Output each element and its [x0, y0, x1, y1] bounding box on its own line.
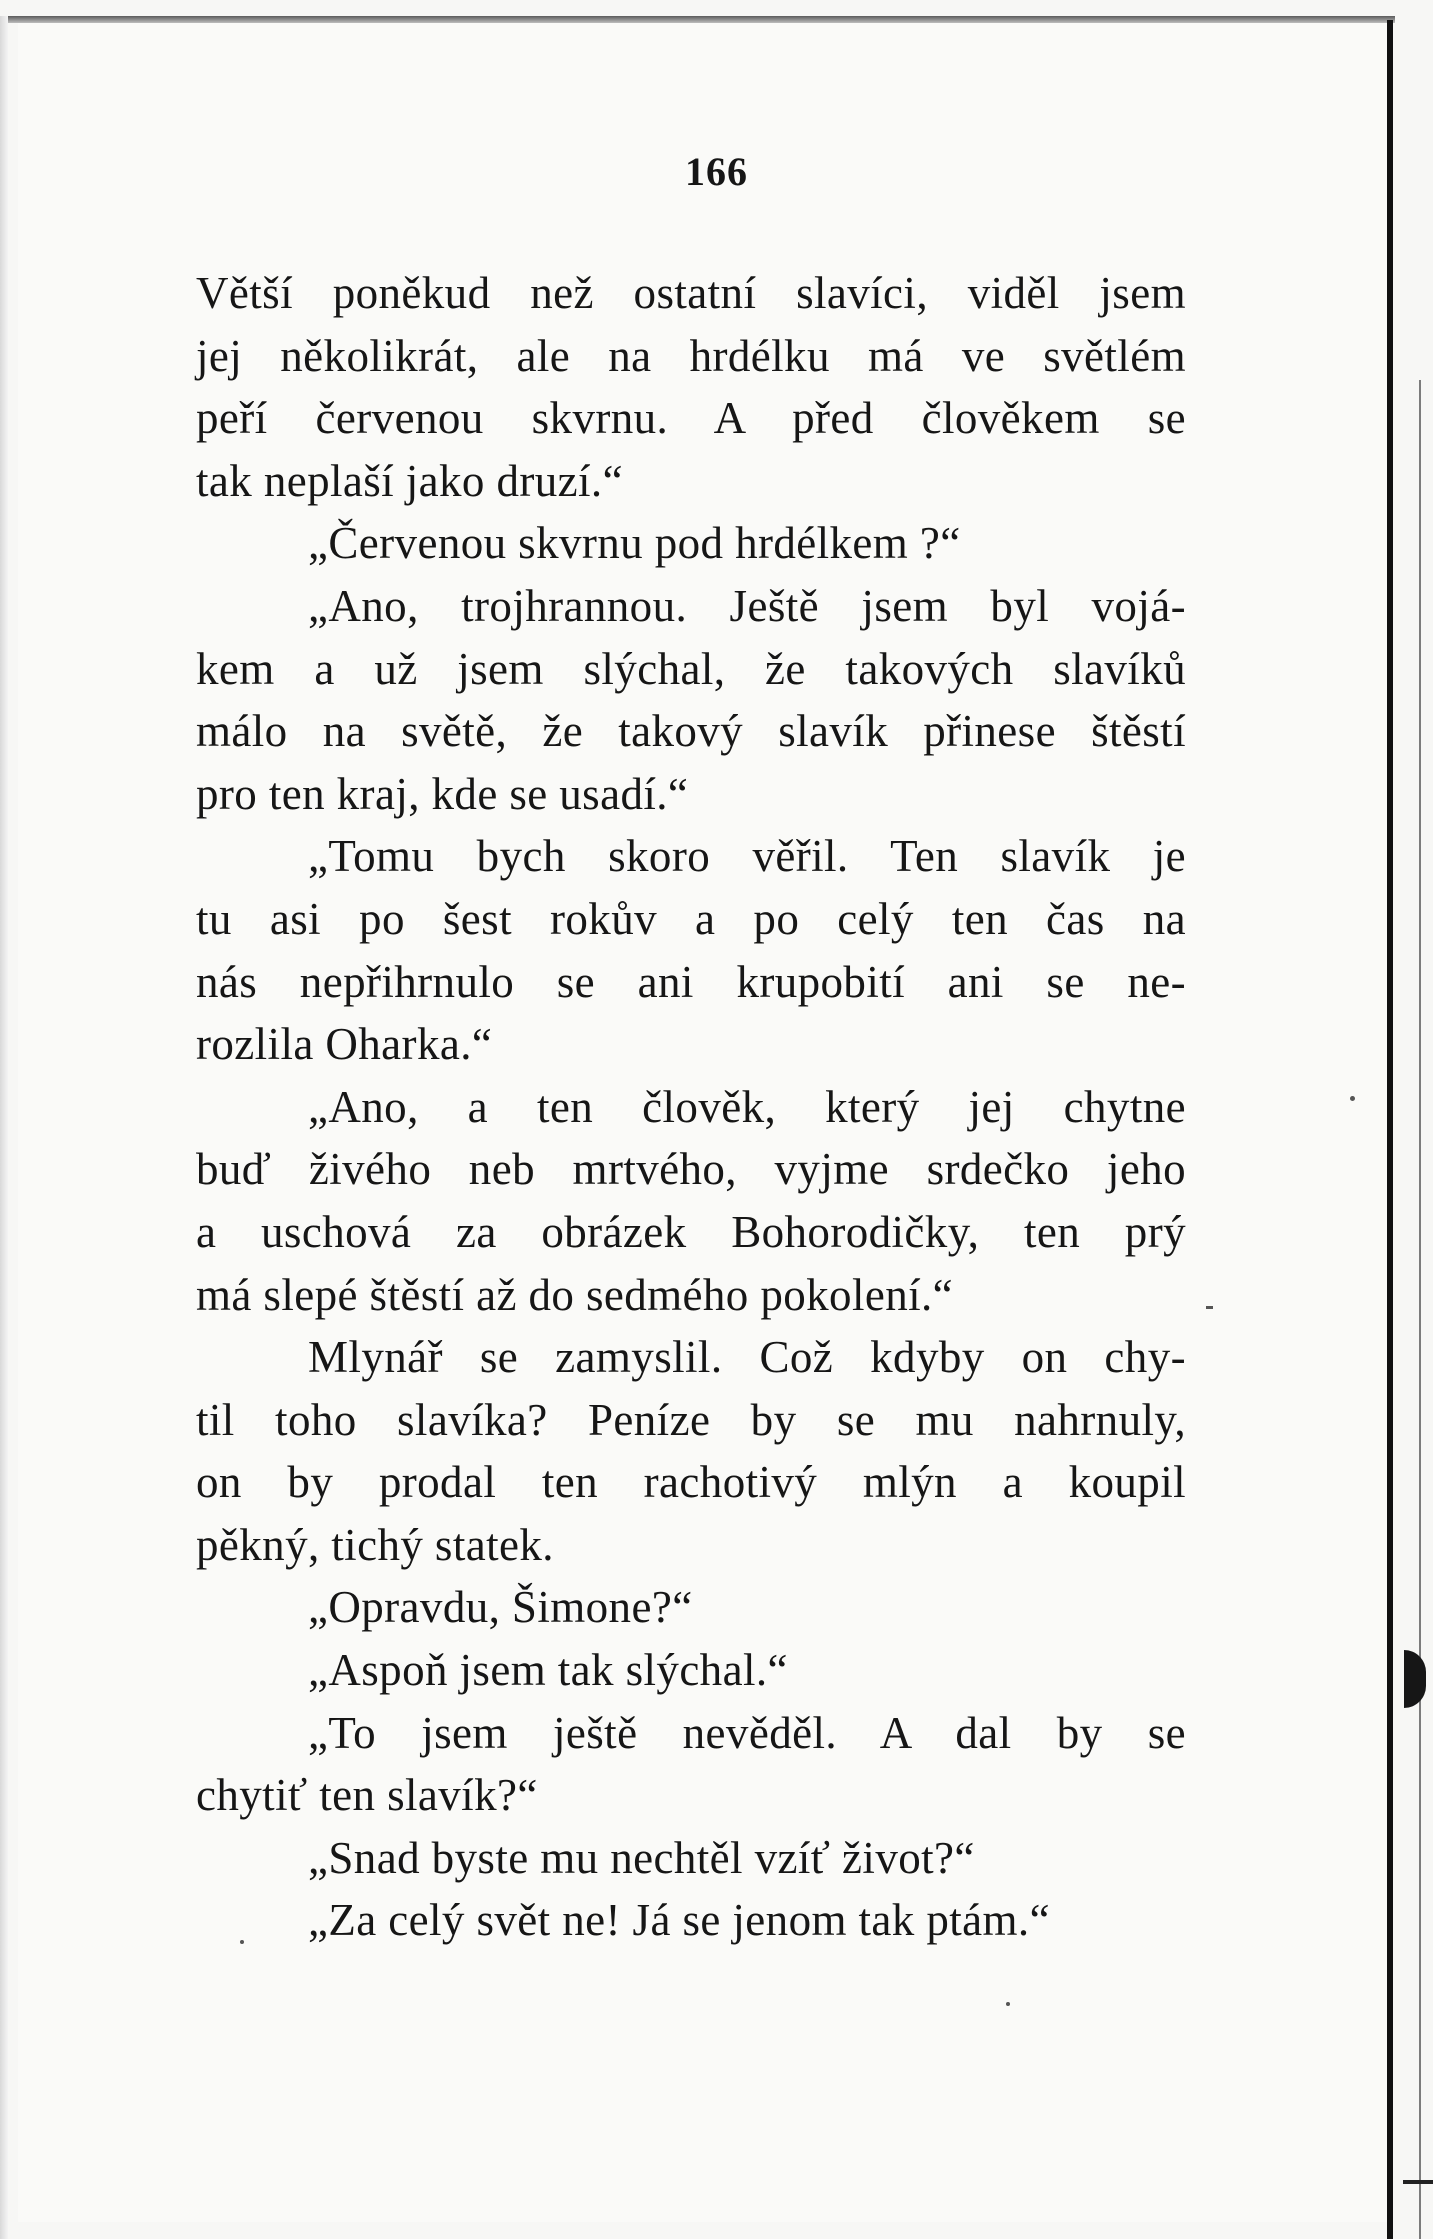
text-line: chytiť ten slavík?“ — [196, 1770, 538, 1821]
text-line: málo na světě, že takový slavík přinese štěstí — [196, 706, 1186, 757]
text-line: tak neplaší jako druzí.“ — [196, 455, 623, 506]
text-line: buď živého neb mrtvého, vyjme srdečko jeho — [196, 1144, 1186, 1195]
text-line: pro ten kraj, kde se usadí.“ — [196, 768, 689, 819]
text-line: „Ano, trojhrannou. Ještě jsem byl vojá- — [308, 580, 1186, 631]
text-line: „Opravdu, Šimone?“ — [308, 1582, 693, 1633]
text-line: „Aspoň jsem tak slýchal.“ — [308, 1645, 788, 1696]
text-line: rozlila Oharka.“ — [196, 1019, 493, 1070]
text-line: nás nepřihrnulo se ani krupobití ani se ne- — [196, 956, 1186, 1007]
text-line: „Ano, a ten člověk, který jej chytne — [308, 1081, 1186, 1132]
book-text — [196, 262, 1186, 1952]
text-line: má slepé štěstí až do sedmého pokolení.“ — [196, 1269, 954, 1320]
page-number: 166 — [685, 149, 748, 194]
text-line: a uschová za obrázek Bohorodičky, ten prý — [196, 1206, 1186, 1257]
text-line: on by prodal ten rachotivý mlýn a koupil — [196, 1457, 1186, 1508]
scan-speck — [1350, 1096, 1355, 1101]
text-line: tu asi po šest rokův a po celý ten čas na — [196, 893, 1186, 944]
text-line: „Tomu bych skoro věřil. Ten slavík je — [308, 831, 1186, 882]
text-line: Mlynář se zamyslil. Což kdyby on chy- — [308, 1332, 1186, 1383]
text-line: „Červenou skvrnu pod hrdélkem ?“ — [308, 518, 961, 569]
text-line: peří červenou skvrnu. A před člověkem se — [196, 393, 1186, 444]
text-line: pěkný, tichý statek. — [196, 1519, 554, 1570]
text-line: jej několikrát, ale na hrdélku má ve světlém — [196, 330, 1186, 381]
text-line: „Za celý svět ne! Já se jenom tak ptám.“ — [308, 1895, 1050, 1946]
text-line: „To jsem ještě nevěděl. A dal by se — [308, 1707, 1186, 1758]
scan-speck — [1006, 2002, 1010, 2006]
scan-top-edge — [0, 16, 1395, 23]
scan-right-margin-line — [1419, 380, 1421, 2239]
text-line: „Snad byste mu nechtěl vzíť život?“ — [308, 1832, 975, 1883]
text-line: til toho slavíka? Peníze by se mu nahrnuly, — [196, 1394, 1186, 1445]
scan-right-border — [1387, 20, 1393, 2239]
binding-tick — [1403, 2180, 1433, 2184]
text-line: kem a už jsem slýchal, že takových slavíků — [196, 643, 1186, 694]
scan-speck — [1206, 1306, 1213, 1309]
scan-left-edge — [0, 16, 8, 2239]
text-line: Větší poněkud než ostatní slavíci, viděl jsem — [196, 268, 1186, 318]
